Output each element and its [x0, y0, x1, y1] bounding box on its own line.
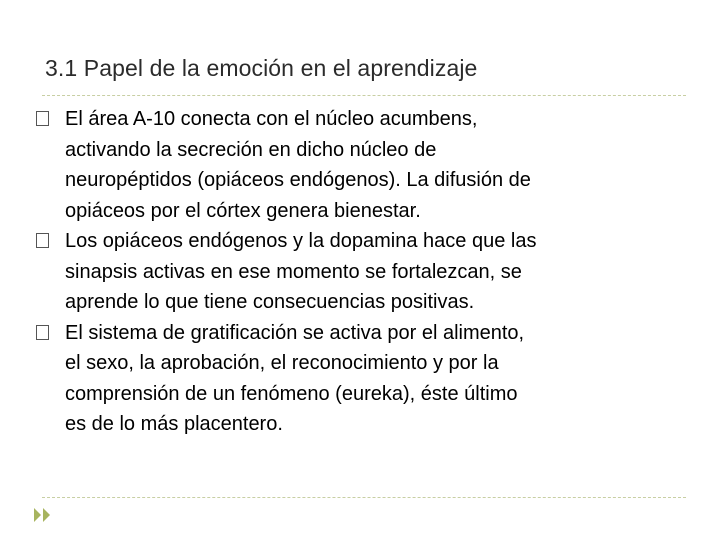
bullet-item	[35, 318, 685, 440]
slide-title: 3.1 Papel de la emoción en el aprendizaje	[45, 55, 478, 81]
empty-square-bullet-icon	[36, 111, 49, 126]
bullet-line: El sistema de gratificación se activa por el alimento,	[65, 321, 525, 344]
bullet-line: El área A-10 conecta con el núcleo acumbens,	[65, 108, 478, 130]
bullet-list	[35, 104, 685, 440]
title-divider	[42, 95, 686, 96]
empty-square-bullet-icon	[36, 325, 49, 340]
bullet-line: es de lo más placentero.	[65, 413, 283, 435]
bullet-line: opiáceos por el córtex genera bienestar.	[65, 199, 421, 222]
double-chevron-right-icon	[32, 505, 56, 525]
bullet-item	[35, 104, 685, 226]
empty-square-bullet-icon	[36, 233, 49, 248]
bullet-line: aprende lo que tiene consecuencias positivas.	[65, 291, 475, 313]
bullet-line: neuropéptidos (opiáceos endógenos). La difusión de	[65, 169, 531, 191]
bullet-line: comprensión de un fenómeno (eureka), éste último	[65, 382, 518, 405]
bullet-item	[35, 226, 685, 318]
footer-divider	[42, 497, 686, 498]
bullet-line: Los opiáceos endógenos y la dopamina hace que las	[65, 230, 537, 252]
bullet-line: activando la secreción en dicho núcleo de	[65, 138, 437, 161]
bullet-line: sinapsis activas en ese momento se fortalezcan, se	[65, 260, 522, 283]
bullet-line: el sexo, la aprobación, el reconocimiento y por la	[65, 352, 499, 374]
